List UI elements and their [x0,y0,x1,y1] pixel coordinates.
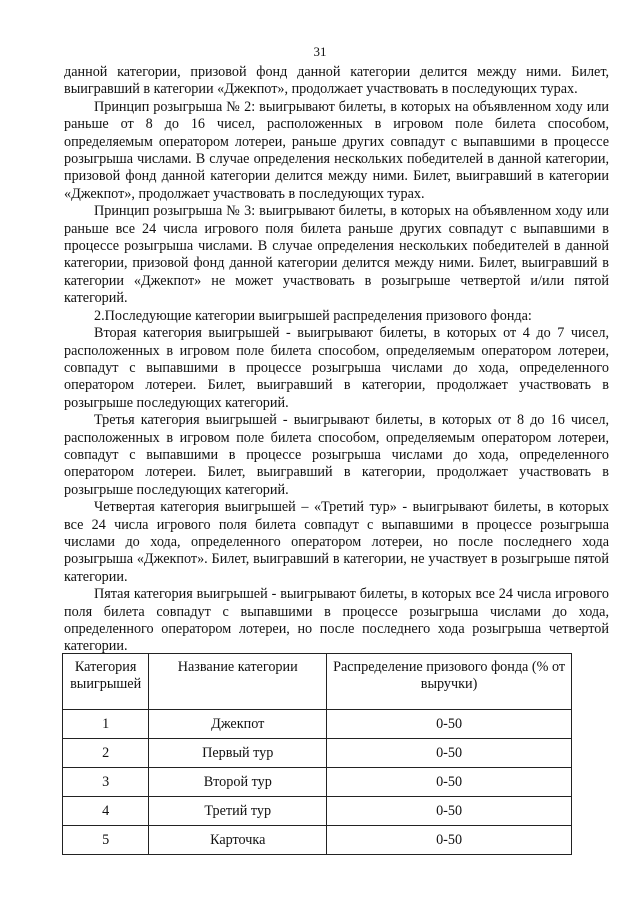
header-category: Категория выигрышей [63,654,149,710]
paragraph-fourth-category: Четвертая категория выигрышей – «Третий тур» - выигрывают билеты, в которых все 24 числа игрового поля билета совпадут с выпавшими в процессе розыгрыша числами до хода, определенного оператором лотереи, но после последнего хода розыгрыша «Джекпот». Билет, выигравший в категории, не участвует в розыгрыше пятой категории. [64,499,609,585]
cell-category-name: Карточка [149,826,327,855]
cell-category-number: 2 [63,739,149,768]
paragraph-principle-2: Принцип розыгрыша № 2: выигрывают билеты, в которых на объявленном ходу или раньше от 8 до 16 чисел, расположенных в игровом поле билета способом, определяемым оператором лотереи, раньше других совпадут с выпавшими в процессе розыгрыша числами. В случае определения нескольких победителей в данной категории, призовой фонд данной категории делится между ними. Билет, выигравший в категории «Джекпот», продолжает участвовать в последующих турах. [64,98,609,202]
cell-prize-share: 0-50 [327,826,572,855]
paragraph-section-2-heading: 2.Последующие категории выигрышей распределения призового фонда: [94,307,532,324]
paragraph-third-category: Третья категория выигрышей - выигрывают билеты, в которых от 8 до 16 чисел, расположенных в игровом поле билета способом, определяемым оператором лотереи, совпадут с выпавшими в процессе розыгрыша числами до хода, определенного оператором лотереи. Билет, выигравший в категории, продолжает участвовать в розыгрыше последующих категорий. [64,412,609,498]
cell-category-number: 3 [63,768,149,797]
header-prize-distribution: Распределение призового фонда (% от выручки) [327,654,572,710]
paragraph-fifth-category: Пятая категория выигрышей - выигрывают билеты, в которых все 24 числа игрового поля билета совпадут с выпавшими в процессе розыгрыша числами до хода, определенного оператором лотереи, но после последнего хода розыгрыша четвертой категории. [64,586,609,655]
table-row [63,826,572,855]
paragraph-continuation: данной категории, призовой фонд данной категории делится между ними. Билет, выигравший в категории «Джекпот», продолжает участвовать в последующих турах. [64,64,609,98]
cell-prize-share: 0-50 [327,768,572,797]
table-row [63,768,572,797]
cell-category-name: Второй тур [149,768,327,797]
cell-category-number: 5 [63,826,149,855]
table-header-row [63,654,572,710]
cell-category-name: Джекпот [149,710,327,739]
cell-category-number: 4 [63,797,149,826]
document-body [64,64,609,656]
paragraph-second-category: Вторая категория выигрышей - выигрывают билеты, в которых от 4 до 7 чисел, расположенных в игровом поле билета способом, определяемым оператором лотереи, совпадут с выпавшими в процессе розыгрыша числами до хода, определенного оператором лотереи. Билет, выигравший в категории, продолжает участвовать в розыгрыше последующих категорий. [64,325,609,411]
cell-category-number: 1 [63,710,149,739]
prize-distribution-table [62,653,572,855]
header-category-name: Название категории [149,654,327,710]
page-number: 31 [313,44,327,59]
table-row [63,710,572,739]
table-row [63,797,572,826]
table-row [63,739,572,768]
cell-prize-share: 0-50 [327,739,572,768]
paragraph-principle-3: Принцип розыгрыша № 3: выигрывают билеты, в которых на объявленном ходу или раньше все 24 числа игрового поля билета раньше других совпадут с выпавшими в процессе розыгрыша числами. В случае определения нескольких победителей в данной категории, призовой фонд данной категории делится между ними. Билет, выигравший в категории «Джекпот» не может участвовать в розыгрыше четвертой и/или пятой категорий. [64,203,609,307]
cell-category-name: Третий тур [149,797,327,826]
cell-prize-share: 0-50 [327,797,572,826]
cell-prize-share: 0-50 [327,710,572,739]
cell-category-name: Первый тур [149,739,327,768]
